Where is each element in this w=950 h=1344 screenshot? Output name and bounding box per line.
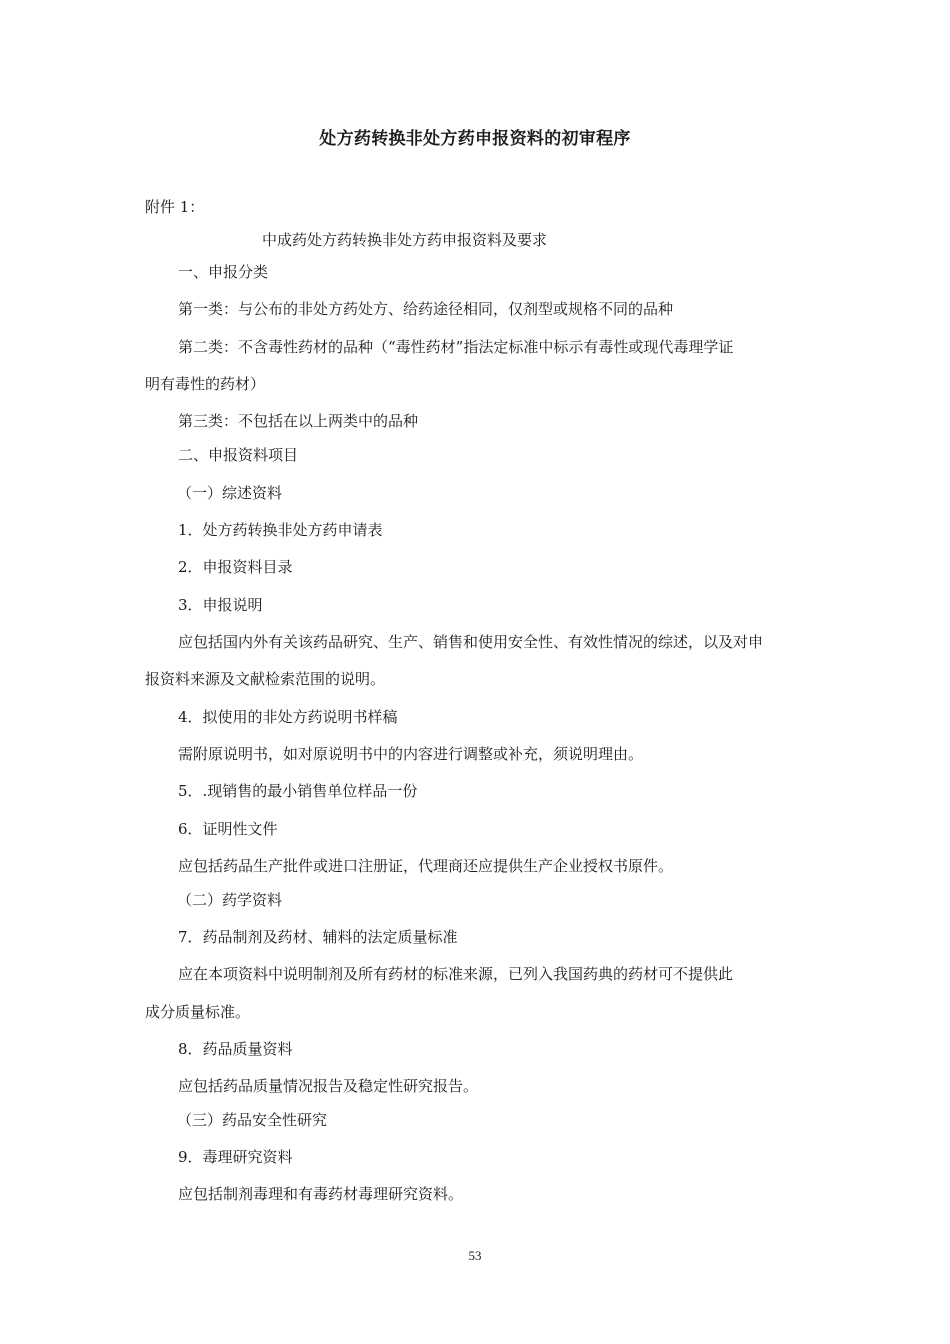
subheading-safety: （三）药品安全性研究	[177, 1111, 328, 1129]
item-9: 9．毒理研究资料	[178, 1148, 293, 1166]
class-2-text: 第二类：不含毒性药材的品种（“毒性药材”指法定标准中标示有毒性或现代毒理学证	[178, 338, 734, 356]
item-2: 2．申报资料目录	[178, 558, 293, 576]
attachment-label: 附件 1：	[145, 198, 205, 216]
section-subtitle: 中成药处方药转换非处方药申报资料及要求	[262, 231, 548, 249]
item-3-desc-cont: 报资料来源及文献检索范围的说明。	[145, 670, 386, 688]
item-3: 3．申报说明	[178, 596, 263, 614]
page-number: 53	[468, 1248, 482, 1263]
item-5: 5．.现销售的最小销售单位样品一份	[178, 782, 418, 800]
subheading-overview: （一）综述资料	[177, 484, 283, 502]
item-8: 8．药品质量资料	[178, 1040, 293, 1058]
item-6: 6．证明性文件	[178, 820, 278, 838]
class-1-text: 第一类：与公布的非处方药处方、给药途径相同，仅剂型或规格不同的品种	[178, 300, 674, 318]
item-4-desc: 需附原说明书，如对原说明书中的内容进行调整或补充，须说明理由。	[178, 745, 644, 763]
item-9-desc: 应包括制剂毒理和有毒药材毒理研究资料。	[178, 1185, 464, 1203]
subheading-pharmacy: （二）药学资料	[177, 891, 283, 909]
item-7: 7．药品制剂及药材、辅料的法定质量标准	[178, 928, 458, 946]
item-6-desc: 应包括药品生产批件或进口注册证，代理商还应提供生产企业授权书原件。	[178, 857, 674, 875]
item-1: 1．处方药转换非处方药申请表	[178, 521, 383, 539]
item-7-desc: 应在本项资料中说明制剂及所有药材的标准来源，已列入我国药典的药材可不提供此	[178, 965, 734, 983]
class-2-text-cont: 明有毒性的药材）	[145, 375, 266, 393]
heading-classification: 一、申报分类	[178, 263, 269, 281]
item-8-desc: 应包括药品质量情况报告及稳定性研究报告。	[178, 1077, 479, 1095]
heading-items: 二、申报资料项目	[178, 446, 299, 464]
document-title: 处方药转换非处方药申报资料的初审程序	[319, 129, 631, 149]
class-3-text: 第三类：不包括在以上两类中的品种	[178, 412, 419, 430]
item-4: 4．拟使用的非处方药说明书样稿	[178, 708, 398, 726]
item-7-desc-cont: 成分质量标准。	[145, 1003, 251, 1021]
item-3-desc: 应包括国内外有关该药品研究、生产、销售和使用安全性、有效性情况的综述，以及对申	[178, 633, 764, 651]
